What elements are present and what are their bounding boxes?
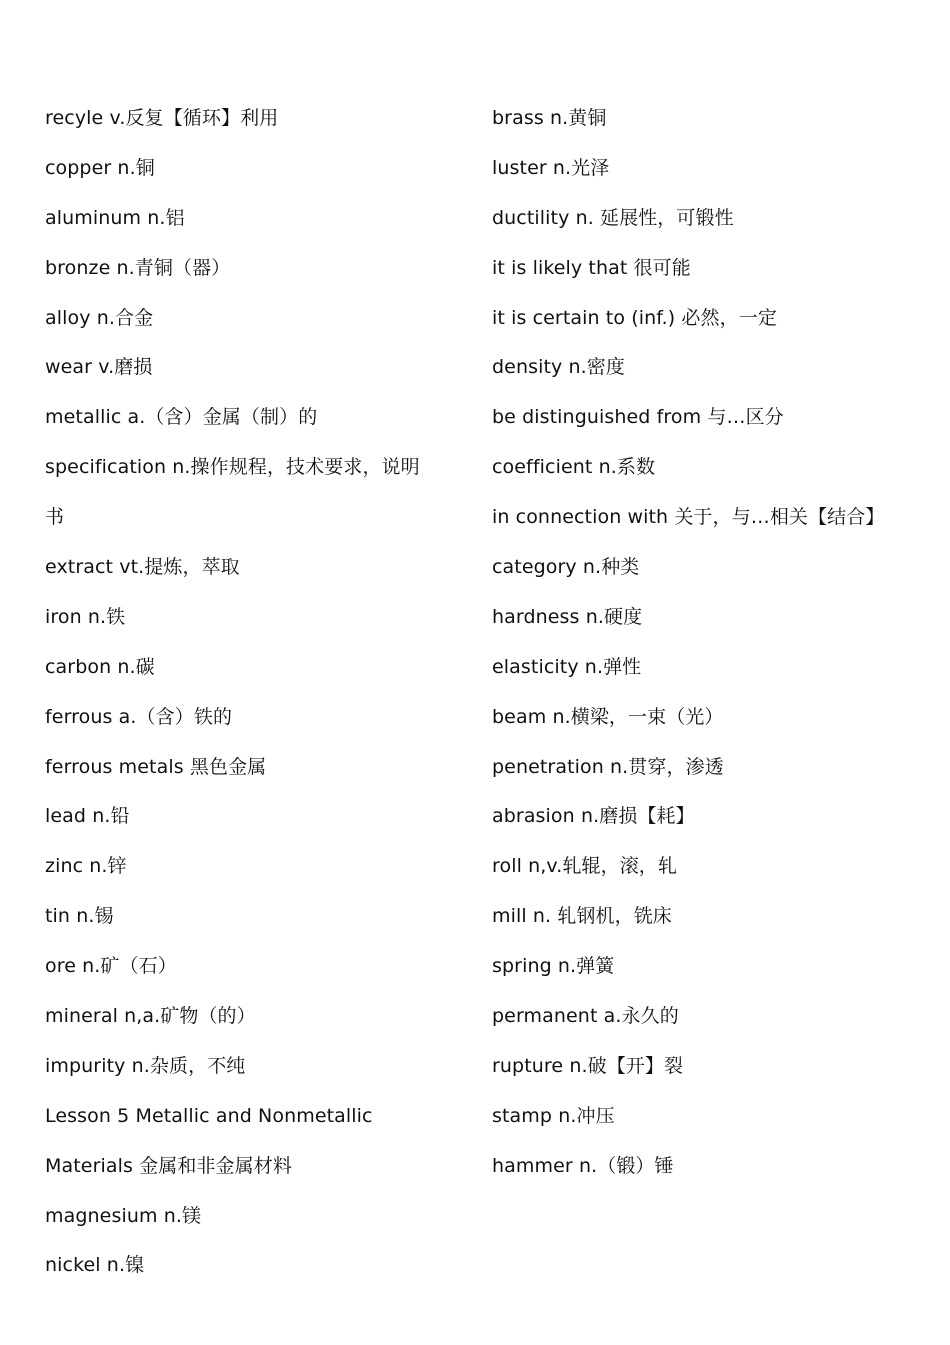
left-vocabulary-column [45,94,465,1291]
vocab-line: alloy n.合金 [45,306,154,329]
vocab-line: ferrous metals 黑色金属 [45,755,267,778]
vocab-line: aluminum n.铝 [45,206,185,229]
vocab-line: magnesium n.镁 [45,1204,202,1227]
vocab-line: wear v.磨损 [45,356,153,379]
vocab-line: extract vt.提炼，萃取 [45,556,240,579]
vocab-line: specification n.操作规程，技术要求，说明 [45,456,420,479]
vocab-line: spring n.弹簧 [492,955,615,978]
right-vocabulary-column [492,94,942,1192]
vocab-line: rupture n.破【开】裂 [492,1054,684,1077]
lesson-heading-line-1: Lesson 5 Metallic and Nonmetallic [45,1104,373,1127]
vocab-line: 书 [45,506,65,529]
vocab-line: impurity n.杂质，不纯 [45,1054,246,1077]
vocab-line: category n.种类 [492,556,640,579]
vocab-line: abrasion n.磨损【耗】 [492,805,695,828]
vocab-line: luster n.光泽 [492,156,610,179]
vocab-line: roll n,v.轧辊，滚，轧 [492,855,678,878]
vocab-line: it is likely that 很可能 [492,256,691,279]
vocab-line: lead n.铅 [45,805,130,828]
vocab-line: stamp n.冲压 [492,1104,615,1127]
lesson-heading-line-2: Materials 金属和非金属材料 [45,1154,292,1177]
vocab-line: beam n.横梁，一束（光） [492,705,724,728]
vocab-line: brass n.黄铜 [492,107,607,129]
vocab-line: mill n. 轧钢机，铣床 [492,905,672,928]
vocab-line: coefficient n.系数 [492,456,656,479]
vocab-line: copper n.铜 [45,156,155,179]
vocab-line: iron n.铁 [45,605,126,628]
vocab-line: it is certain to (inf.) 必然，一定 [492,306,777,329]
vocab-line: bronze n.青铜（器） [45,256,231,279]
vocab-line: in connection with 关于，与…相关【结合】 [492,506,885,529]
vocab-line: metallic a.（含）金属（制）的 [45,406,318,429]
vocab-line: permanent a.永久的 [492,1005,679,1028]
vocab-line: penetration n.贯穿，渗透 [492,755,724,778]
vocab-line: ductility n. 延展性，可锻性 [492,206,734,229]
vocab-line: mineral n,a.矿物（的） [45,1005,256,1028]
vocab-line: ore n.矿（石） [45,955,177,978]
vocab-line: recyle v.反复【循环】利用 [45,107,279,129]
vocab-line: hardness n.硬度 [492,605,643,628]
vocab-line: elasticity n.弹性 [492,655,642,678]
vocab-line: be distinguished from 与…区分 [492,406,784,429]
vocab-line: zinc n.锌 [45,855,127,878]
vocab-line: ferrous a.（含）铁的 [45,705,233,728]
vocab-line: carbon n.碳 [45,655,155,678]
vocab-line: tin n.锡 [45,905,114,928]
vocab-line: nickel n.镍 [45,1254,145,1277]
vocab-line: hammer n.（锻）锤 [492,1154,674,1177]
vocab-line: density n.密度 [492,356,625,379]
